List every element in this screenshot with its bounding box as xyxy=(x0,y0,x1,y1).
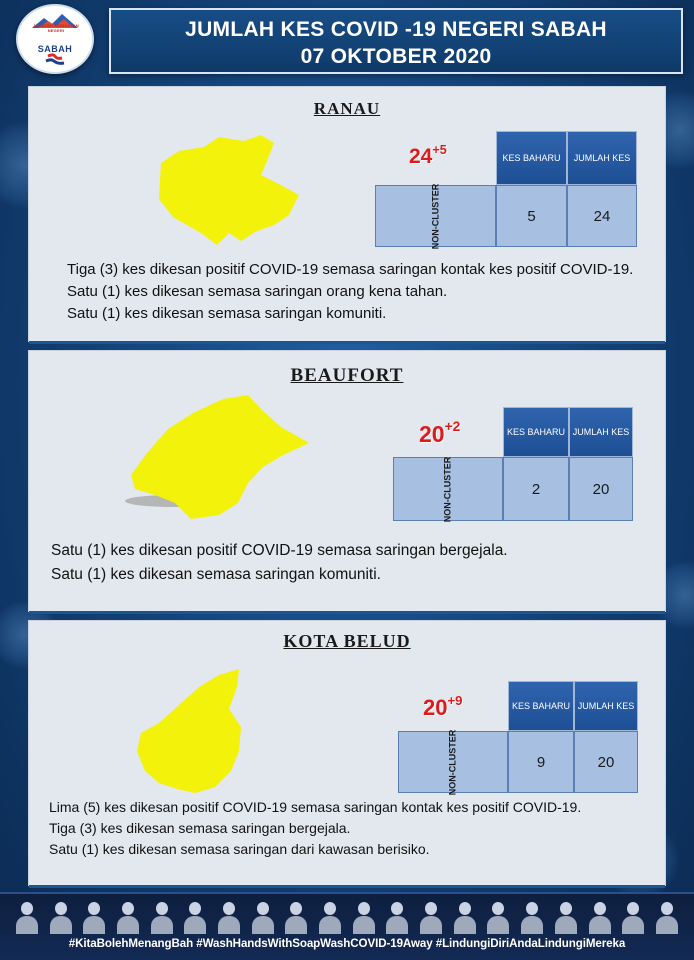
case-count xyxy=(419,421,460,448)
person-icon xyxy=(116,902,140,934)
total-count: 24 xyxy=(409,145,433,168)
ranau-map-icon xyxy=(149,133,314,253)
logo-text: SABAH xyxy=(37,44,73,54)
district-panel-kota-belud xyxy=(28,620,666,886)
header-new-cases: KES BAHARU xyxy=(496,131,567,185)
increase-count: +9 xyxy=(447,693,463,708)
header-new-cases: KES BAHARU xyxy=(503,407,569,457)
logo-top-text: JABATAN KESIHATAN NEGERI xyxy=(33,23,79,33)
district-panel-ranau xyxy=(28,86,666,342)
title-main: JUMLAH KES COVID -19 NEGERI SABAH xyxy=(185,18,607,41)
logo-emblem-icon xyxy=(18,6,92,72)
district-name: BEAUFORT xyxy=(290,365,404,386)
person-icon xyxy=(385,902,409,934)
case-count xyxy=(409,145,447,169)
case-description xyxy=(67,261,657,327)
person-icon xyxy=(352,902,376,934)
case-count xyxy=(423,695,463,721)
person-icon xyxy=(217,902,241,934)
description-line: Satu (1) kes dikesan semasa saringan komuniti. xyxy=(51,566,381,583)
description-line: Tiga (3) kes dikesan positif COVID-19 semasa saringan kontak kes positif COVID-19. xyxy=(67,261,634,278)
sabah-health-logo xyxy=(16,4,94,74)
beaufort-map-icon xyxy=(113,391,313,527)
title-date: 07 OKTOBER 2020 xyxy=(300,45,492,68)
increase-count: +5 xyxy=(432,143,447,157)
description-line: Satu (1) kes dikesan semasa saringan dari kawasan berisiko. xyxy=(49,841,430,857)
row-label: NON-CLUSTER xyxy=(375,185,496,247)
footer-hashtags: #KitaBolehMenangBah #WashHandsWithSoapWashCOVID-19Away #LindungiDiriAndaLindungiMereka xyxy=(68,937,626,950)
person-icon xyxy=(15,902,39,934)
total-cases-value: 20 xyxy=(569,457,633,521)
header-total-cases: JUMLAH KES xyxy=(574,681,638,731)
person-icon xyxy=(621,902,645,934)
person-icon xyxy=(318,902,342,934)
footer-banner xyxy=(0,892,694,960)
new-cases-value: 2 xyxy=(503,457,569,521)
description-line: Lima (5) kes dikesan positif COVID-19 semasa saringan kontak kes positif COVID-19. xyxy=(49,799,582,815)
person-icon xyxy=(655,902,679,934)
person-icon xyxy=(284,902,308,934)
description-line: Satu (1) kes dikesan positif COVID-19 semasa saringan bergejala. xyxy=(51,542,508,559)
person-icon xyxy=(251,902,275,934)
case-description xyxy=(51,541,651,589)
person-icon xyxy=(520,902,544,934)
total-count: 20 xyxy=(419,421,445,447)
header-new-cases: KES BAHARU xyxy=(508,681,574,731)
page-title xyxy=(109,8,683,74)
description-line: Satu (1) kes dikesan semasa saringan orang kena tahan. xyxy=(67,283,448,300)
person-icon xyxy=(183,902,207,934)
new-cases-value: 5 xyxy=(496,185,567,247)
description-line: Tiga (3) kes dikesan semasa saringan bergejala. xyxy=(49,820,351,836)
total-count: 20 xyxy=(423,695,448,720)
new-cases-value: 9 xyxy=(508,731,574,793)
person-icon xyxy=(49,902,73,934)
person-icon xyxy=(82,902,106,934)
header-total-cases: JUMLAH KES xyxy=(567,131,637,185)
district-name: RANAU xyxy=(313,99,381,118)
person-icon xyxy=(554,902,578,934)
frontliner-figures xyxy=(10,900,684,934)
increase-count: +2 xyxy=(444,419,461,434)
row-label: NON-CLUSTER xyxy=(393,457,503,521)
district-panel-beaufort xyxy=(28,350,666,612)
case-description xyxy=(49,799,659,862)
header-total-cases: JUMLAH KES xyxy=(569,407,633,457)
person-icon xyxy=(150,902,174,934)
person-icon xyxy=(486,902,510,934)
total-cases-value: 20 xyxy=(574,731,638,793)
person-icon xyxy=(419,902,443,934)
district-name: KOTA BELUD xyxy=(283,631,411,651)
description-line: Satu (1) kes dikesan semasa saringan komuniti. xyxy=(67,305,387,322)
person-icon xyxy=(588,902,612,934)
row-label: NON-CLUSTER xyxy=(398,731,508,793)
kota-belud-map-icon xyxy=(133,665,253,801)
person-icon xyxy=(453,902,477,934)
total-cases-value: 24 xyxy=(567,185,637,247)
